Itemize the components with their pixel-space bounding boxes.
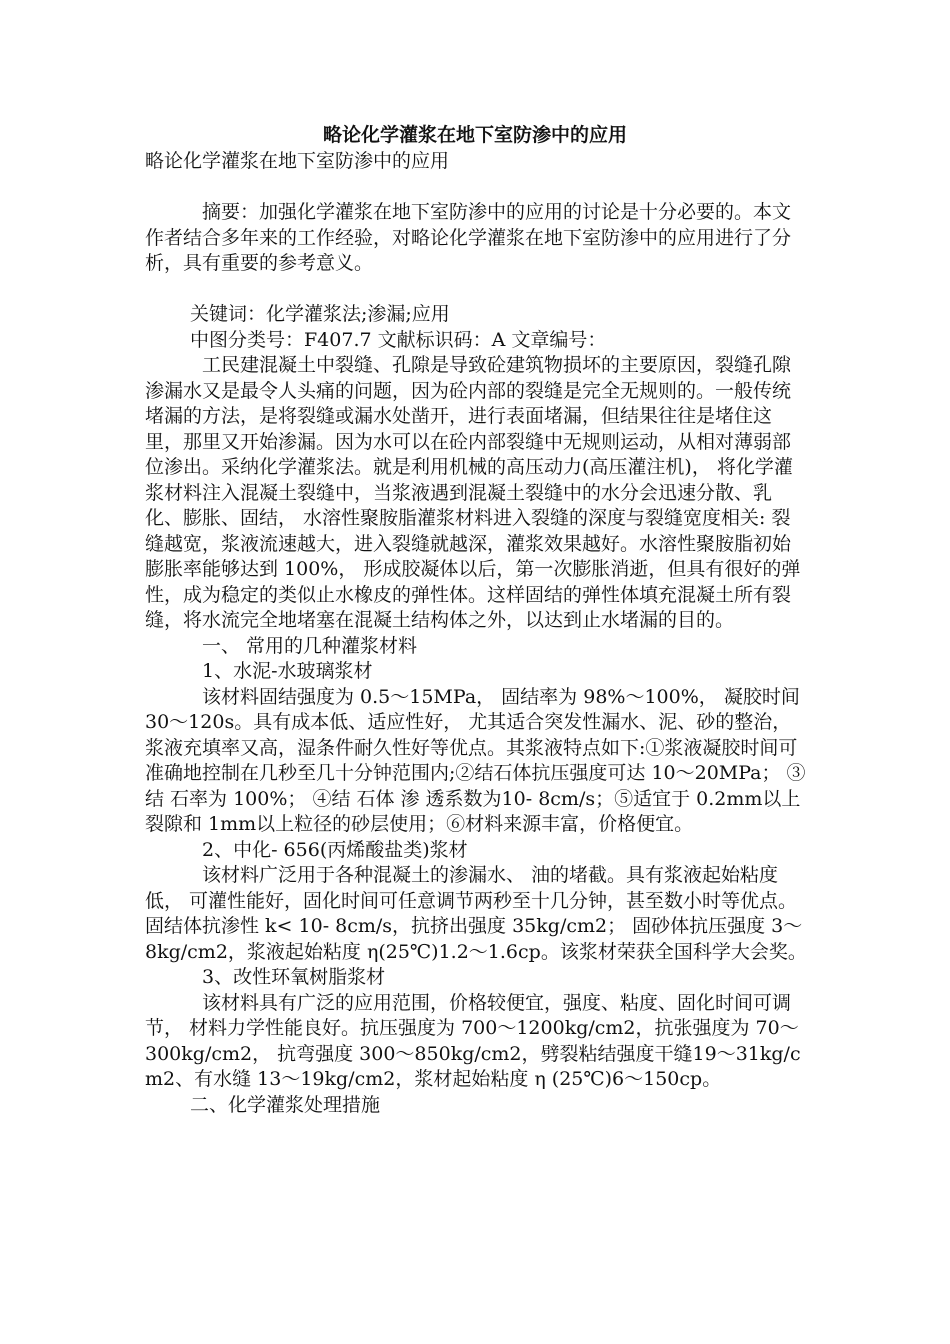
document-title: 略论化学灌浆在地下室防渗中的应用 bbox=[322, 124, 627, 146]
spacer bbox=[145, 175, 807, 201]
subsection-text-cement: 该材料固结强度为 0.5～15MPa， 固结率为 98%～100%， 凝胶时间30～120s。具有成本低、适应性好， 尤其适合突发性漏水、泥、砂的整治，浆液充填率又高，湿条件耐久性好等优点。其浆液特点如下:①浆液凝胶时间可准确地控制在几秒至几十分钟范围内;②结石体抗压强度可达 10～20MPa； ③结 石率为 100%； ④结 石体 渗 透系数为10- 8cm/s；⑤适宜于 0.2mm以上裂隙和 1mm以上粒径的砂层使用；⑥材料来源丰富，价格便宜。 bbox=[145, 685, 806, 835]
subsection-text-acrylate: 该材料广泛用于各种混凝土的渗漏水、 油的堵截。具有浆液起始粘度低， 可灌性能好，固化时间可任意调节两秒至十几分钟，甚至数小时等优点。固结体抗渗性 k< 10- 8cm/s，抗挤出强度 35kg/cm2； 固砂体抗压强度 3～8kg/cm2，浆液起始粘度 η(25℃)1.2～1.6cp。该浆材荣获全国科学大会奖。 bbox=[145, 864, 807, 963]
document-body bbox=[145, 149, 807, 1118]
intro-paragraph: 工民建混凝土中裂缝、孔隙是导致砼建筑物损坏的主要原因，裂缝孔隙渗漏水又是最令人头痛的问题，因为砼内部的裂缝是完全无规则的。一般传统堵漏的方法，是将裂缝或漏水处凿开，进行表面堵漏，但结果往往是堵住这里，那里又开始渗漏。因为水可以在砼内部裂缝中无规则运动，从相对薄弱部位渗出。采纳化学灌浆法。就是利用机械的高压动力(高压灌注机)， 将化学灌浆材料注入混凝土裂缝中，当浆液遇到混凝土裂缝中的水分会迅速分散、乳化、膨胀、固结， 水溶性聚胺脂灌浆材料进入裂缝的深度与裂缝宽度相关: 裂缝越宽，浆液流速越大，进入裂缝就越深，灌浆效果越好。水溶性聚胺脂初始膨胀率能够达到 100%， 形成胶凝体以后，第一次膨胀消逝，但具有很好的弹性，成为稳定的类似止水橡皮的弹性体。这样固结的弹性体填充混凝土所有裂缝，将水流完全地堵塞在混凝土结构体之外，以达到止水堵漏的目的。 bbox=[145, 354, 801, 631]
document-subtitle: 略论化学灌浆在地下室防渗中的应用 bbox=[145, 150, 450, 172]
spacer bbox=[145, 277, 807, 303]
classification-line: 中图分类号：F407.7 文献标识码：A 文章编号： bbox=[190, 328, 607, 351]
subsection-heading-cement: 1、水泥-水玻璃浆材 bbox=[202, 660, 373, 682]
subsection-text-epoxy: 该材料具有广泛的应用范围，价格较便宜，强度、粘度、固化时间可调节， 材料力学性能良好。抗压强度为 700～1200kg/cm2，抗张强度为 70～300kg/cm2， 抗弯强度 300～850kg/cm2，劈裂粘结强度干缝19～31kg/cm2、有水缝 13～19kg/cm2，浆材起始粘度 η (25℃)6～150cp。 bbox=[145, 991, 801, 1090]
section-heading-measures: 二、化学灌浆处理措施 bbox=[190, 1093, 381, 1116]
subsection-heading-epoxy: 3、改性环氧树脂浆材 bbox=[202, 966, 386, 988]
abstract-paragraph: 摘要：加强化学灌浆在地下室防渗中的应用的讨论是十分必要的。本文作者结合多年来的工作经验，对略论化学灌浆在地下室防渗中的应用进行了分析，具有重要的参考意义。 bbox=[145, 201, 792, 274]
subsection-heading-acrylate: 2、中化- 656(丙烯酸盐类)浆材 bbox=[202, 838, 468, 861]
section-heading-materials: 一、 常用的几种灌浆材料 bbox=[202, 634, 418, 657]
keywords-line: 关键词：化学灌浆法;渗漏;应用 bbox=[190, 303, 450, 325]
